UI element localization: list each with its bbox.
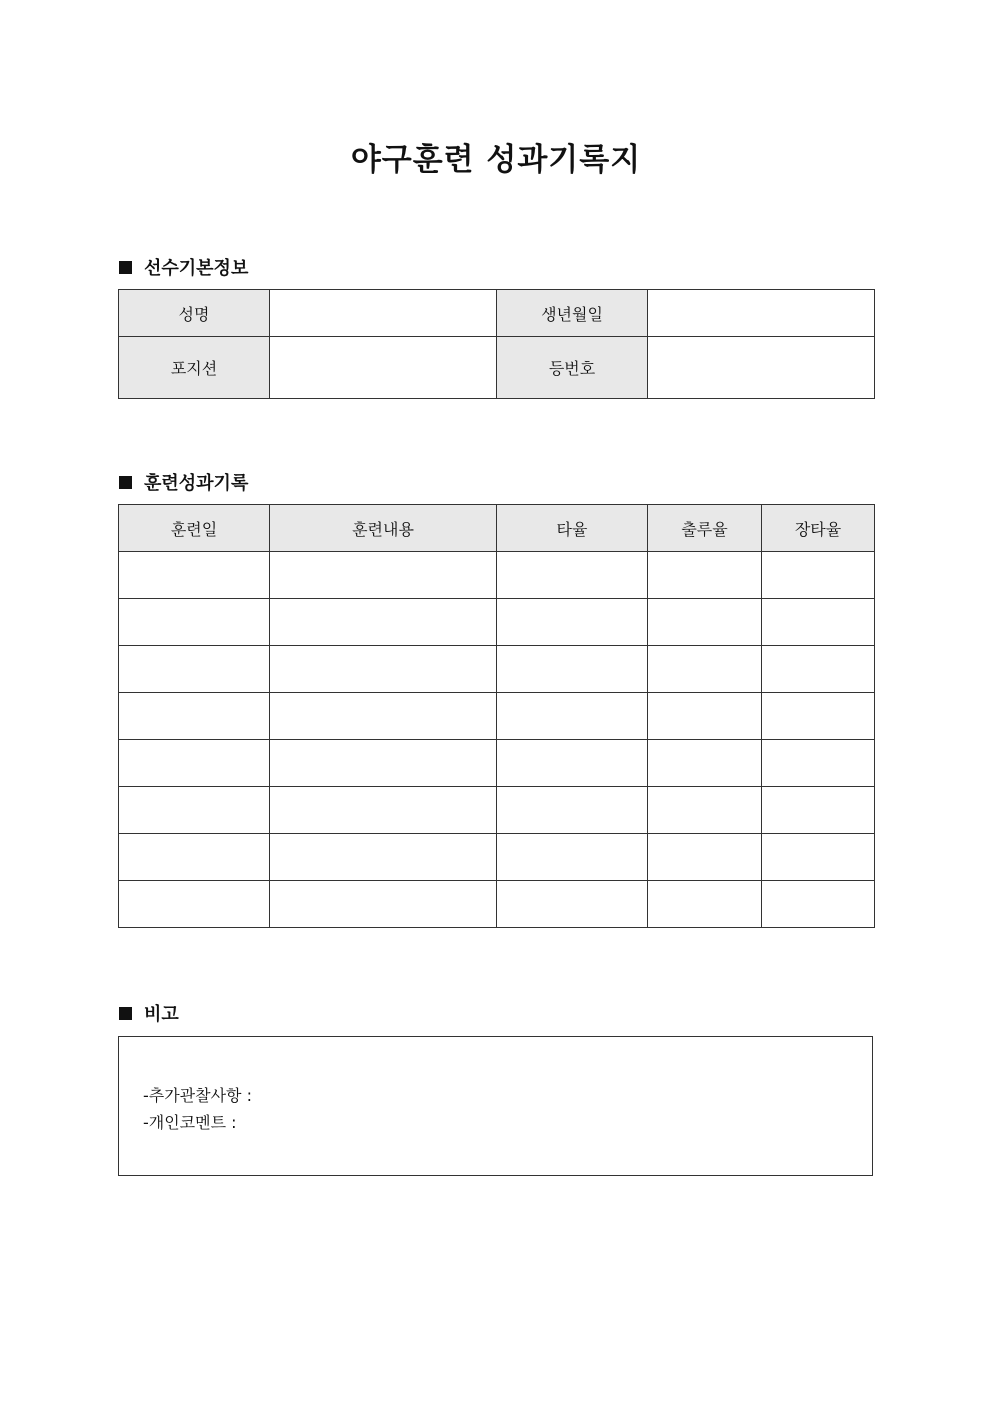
table-cell[interactable]: [762, 552, 875, 599]
table-row: [119, 290, 875, 337]
table-cell[interactable]: [119, 881, 270, 928]
jersey-number-field[interactable]: [648, 337, 875, 399]
table-cell[interactable]: [497, 881, 648, 928]
section-title: 선수기본정보: [144, 258, 249, 279]
table-cell[interactable]: [648, 693, 762, 740]
table-cell[interactable]: [497, 693, 648, 740]
column-header-batting-average: 타율: [497, 505, 648, 552]
section-title: 훈련성과기록: [144, 473, 249, 494]
section-heading-player-info: [119, 254, 248, 280]
table-row: [119, 740, 875, 787]
table-cell[interactable]: [648, 740, 762, 787]
table-cell[interactable]: [762, 646, 875, 693]
column-header-training-content: 훈련내용: [270, 505, 497, 552]
section-title: 비고: [144, 1004, 179, 1025]
birthdate-field[interactable]: [648, 290, 875, 337]
column-header-on-base-percentage: 출루율: [648, 505, 762, 552]
table-cell[interactable]: [762, 740, 875, 787]
table-cell[interactable]: [119, 646, 270, 693]
position-field[interactable]: [270, 337, 497, 399]
square-bullet-icon: [119, 261, 132, 274]
table-cell[interactable]: [270, 787, 497, 834]
table-cell[interactable]: [762, 834, 875, 881]
table-cell[interactable]: [270, 693, 497, 740]
table-cell[interactable]: [270, 646, 497, 693]
table-cell[interactable]: [119, 552, 270, 599]
table-row: [119, 834, 875, 881]
table-row: [119, 599, 875, 646]
table-cell[interactable]: [270, 599, 497, 646]
section-heading-training-record: [119, 469, 248, 495]
table-row: [119, 787, 875, 834]
table-row: [119, 693, 875, 740]
remark-personal-comment: -개인코멘트 :: [143, 1113, 237, 1132]
column-header-slugging-percentage: 장타율: [762, 505, 875, 552]
remark-additional-observations: -추가관찰사항 :: [143, 1086, 252, 1105]
label-name: 성명: [119, 290, 270, 337]
remarks-box[interactable]: [118, 1036, 873, 1176]
table-cell[interactable]: [270, 552, 497, 599]
table-cell[interactable]: [648, 552, 762, 599]
square-bullet-icon: [119, 1007, 132, 1020]
table-cell[interactable]: [497, 834, 648, 881]
table-cell[interactable]: [648, 599, 762, 646]
label-position: 포지션: [119, 337, 270, 399]
table-row: [119, 552, 875, 599]
player-info-table: [118, 289, 875, 399]
table-cell[interactable]: [119, 787, 270, 834]
training-record-table: [118, 504, 875, 928]
table-cell[interactable]: [648, 834, 762, 881]
table-row: [119, 337, 875, 399]
table-row: [119, 881, 875, 928]
page-title: 야구훈련 성과기록지: [350, 142, 642, 178]
label-birthdate: 생년월일: [497, 290, 648, 337]
table-cell[interactable]: [497, 552, 648, 599]
table-cell[interactable]: [119, 599, 270, 646]
table-cell[interactable]: [648, 787, 762, 834]
table-cell[interactable]: [270, 740, 497, 787]
name-field[interactable]: [270, 290, 497, 337]
table-header-row: [119, 505, 875, 552]
table-cell[interactable]: [270, 881, 497, 928]
table-cell[interactable]: [648, 646, 762, 693]
table-cell[interactable]: [119, 834, 270, 881]
table-cell[interactable]: [497, 740, 648, 787]
table-cell[interactable]: [497, 646, 648, 693]
label-jersey-number: 등번호: [497, 337, 648, 399]
table-cell[interactable]: [762, 881, 875, 928]
table-cell[interactable]: [762, 693, 875, 740]
table-cell[interactable]: [119, 740, 270, 787]
table-cell[interactable]: [497, 787, 648, 834]
table-cell[interactable]: [119, 693, 270, 740]
table-cell[interactable]: [762, 599, 875, 646]
column-header-training-date: 훈련일: [119, 505, 270, 552]
section-heading-remarks: [119, 1000, 179, 1026]
square-bullet-icon: [119, 476, 132, 489]
table-row: [119, 646, 875, 693]
table-cell[interactable]: [762, 787, 875, 834]
table-cell[interactable]: [270, 834, 497, 881]
table-cell[interactable]: [648, 881, 762, 928]
table-cell[interactable]: [497, 599, 648, 646]
